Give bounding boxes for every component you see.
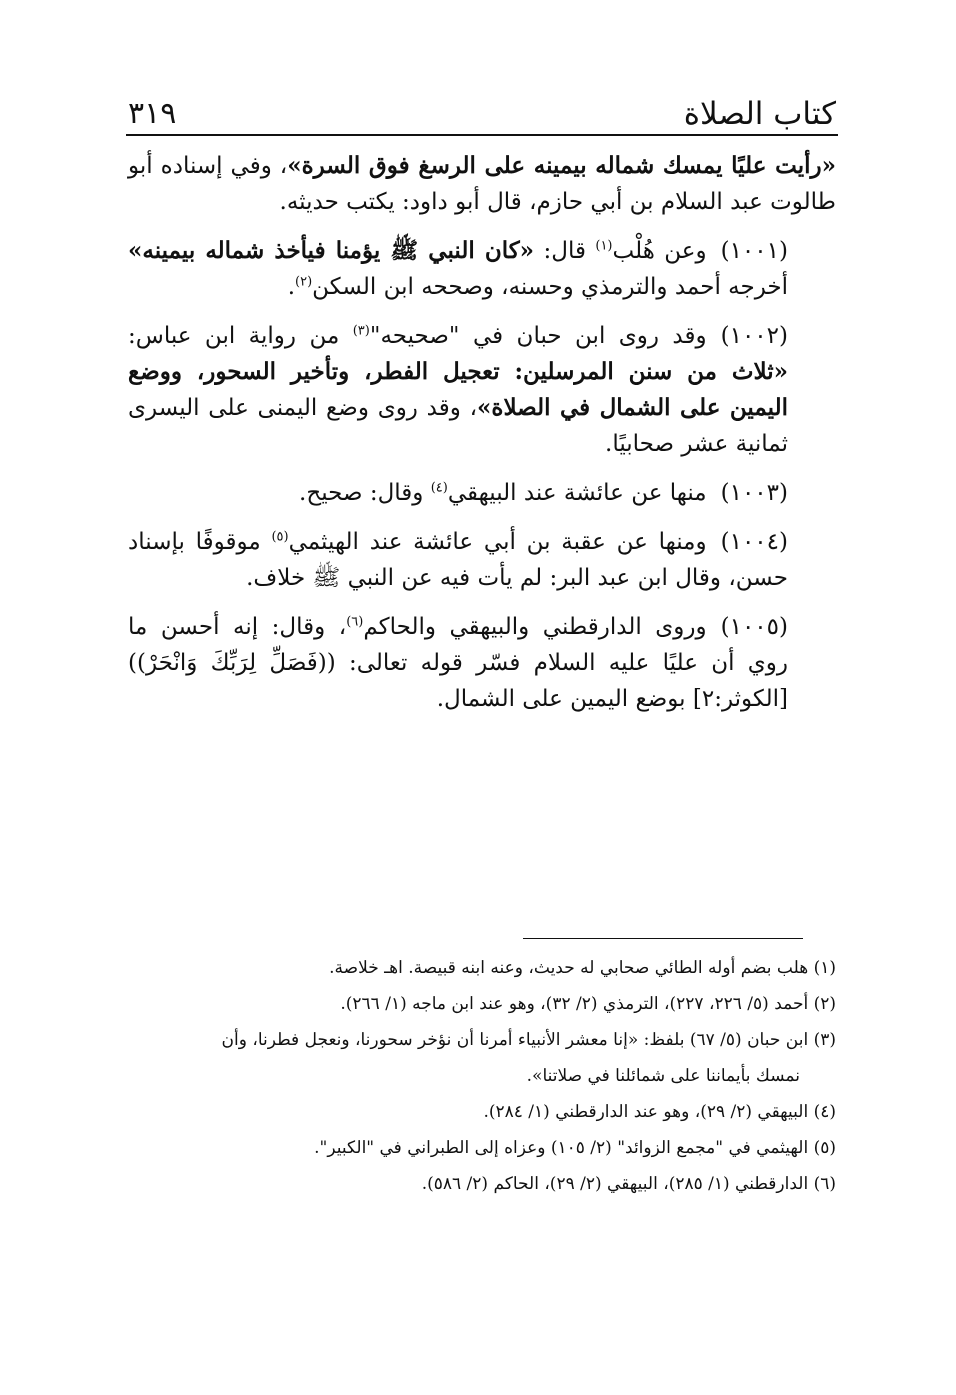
hadith-quote: «ثلاث من سنن المرسلين: تعجيل الفطر، وتأخير السحور، ووضع اليمين على الشمال في الصلاة» [128, 358, 788, 421]
paragraph-text: وعن هُلْب [612, 238, 707, 264]
paragraph-text: وروى الدارقطني والبيهقي والحاكم [363, 614, 707, 640]
footnote-ref: (٣) [352, 323, 370, 339]
paragraph-1001 [128, 233, 836, 305]
paragraph-text: ، وقال: إنه أحسن ما روي أن عليًا عليه السلام فسّر قوله تعالى: ((فَصَلِّ لِرَبِّكَ وَانْحَرْ)) [الكوثر:٢] بوضع اليمين على الشمال. [128, 614, 788, 712]
paragraph-continuation [128, 148, 836, 220]
paragraph-1005 [128, 609, 836, 717]
main-text [128, 148, 836, 717]
footnote-ref: (٥) [271, 529, 289, 545]
paragraph-text: منها عن عائشة عند البيهقي [447, 480, 707, 506]
footnote-ref: (٦) [346, 614, 364, 630]
paragraph-1002 [128, 318, 836, 462]
paragraph-text: قال: [534, 238, 596, 264]
header-divider [126, 134, 838, 136]
hadith-quote: «كان النبي ﷺ يؤمنا فيأخذ شماله بيمينه» [128, 237, 535, 264]
paragraph-1004 [128, 524, 836, 596]
paragraph-text: وقال: صحيح. [299, 480, 431, 506]
footnote-1: (١) هلب بضم أوله الطائي صحابي له حديث، وعنه ابنه قبيصة. اهـ خلاصة. [329, 958, 836, 978]
paragraph-text: ومنها عن عقبة بن أبي عائشة عند الهيثمي [288, 529, 707, 555]
footnote-5: (٥) الهيثمي في "مجمع الزوائد" (٢/ ١٠٥) وعزاه إلى الطبراني في "الكبير". [314, 1138, 836, 1158]
hadith-quote: «رأيت عليًا يمسك شماله بيمينه على الرسغ فوق السرة» [287, 152, 836, 179]
footnotes [128, 950, 836, 1202]
book-title: كتاب الصلاة [683, 96, 836, 132]
footnote-3-continuation: نمسك بأيماننا على شمائلنا في صلاتنا». [526, 1066, 800, 1086]
paragraph-text: وقد روى ابن حبان في "صحيحه" [369, 323, 707, 349]
paragraph-1003 [128, 475, 836, 511]
footnote-6: (٦) الدارقطني (١/ ٢٨٥)، البيهقي (٢/ ٢٩)، الحاكم (٢/ ٥٨٦). [421, 1174, 836, 1194]
paragraph-text: موقوفًا بإسناد حسن، وقال ابن عبد البر: لم يأت فيه عن النبي ﷺ خلاف. [128, 529, 788, 591]
page-number: ٣١٩ [128, 96, 177, 131]
footnote-2: (٢) أحمد (٥/ ٢٢٦، ٢٢٧)، الترمذي (٢/ ٣٢)، وهو عند ابن ماجه (١/ ٢٦٦). [340, 994, 836, 1014]
paragraph-text: ، وفي إسناده أبو طالوت عبد السلام بن أبي حازم، قال أبو داود: يكتب حديثه. [128, 153, 836, 215]
footnote-ref: (٤) [430, 480, 448, 496]
paragraph-text: . [287, 274, 295, 300]
footnote-4: (٤) البيهقي (٢/ ٢٩)، وهو عند الدارقطني (١/ ٢٨٤). [483, 1102, 836, 1122]
paragraph-text: من رواية ابن عباس: [128, 323, 353, 349]
page-header [128, 82, 836, 134]
footnote-divider [523, 938, 803, 939]
footnote-ref: (١) [595, 238, 613, 254]
footnote-3: (٣) ابن حبان (٥/ ٦٧) بلفظ: «إنا معشر الأنبياء أمرنا أن نؤخر سحورنا، ونعجل فطرنا، وأن [221, 1030, 836, 1050]
paragraph-text: أخرجه أحمد والترمذي وحسنه، وصححه ابن السكن [312, 274, 788, 300]
paragraph-text: ، وقد روى وضع اليمنى على اليسرى ثمانية عشر صحابيًا. [128, 395, 788, 457]
footnote-ref: (٢) [295, 274, 313, 290]
hadith-number: (١٠٠١) [720, 238, 788, 264]
hadith-number: (١٠٠٢) [720, 323, 788, 349]
hadith-number: (١٠٠٥) [720, 614, 788, 640]
hadith-number: (١٠٠٣) [720, 480, 788, 506]
hadith-number: (١٠٠٤) [720, 529, 788, 555]
